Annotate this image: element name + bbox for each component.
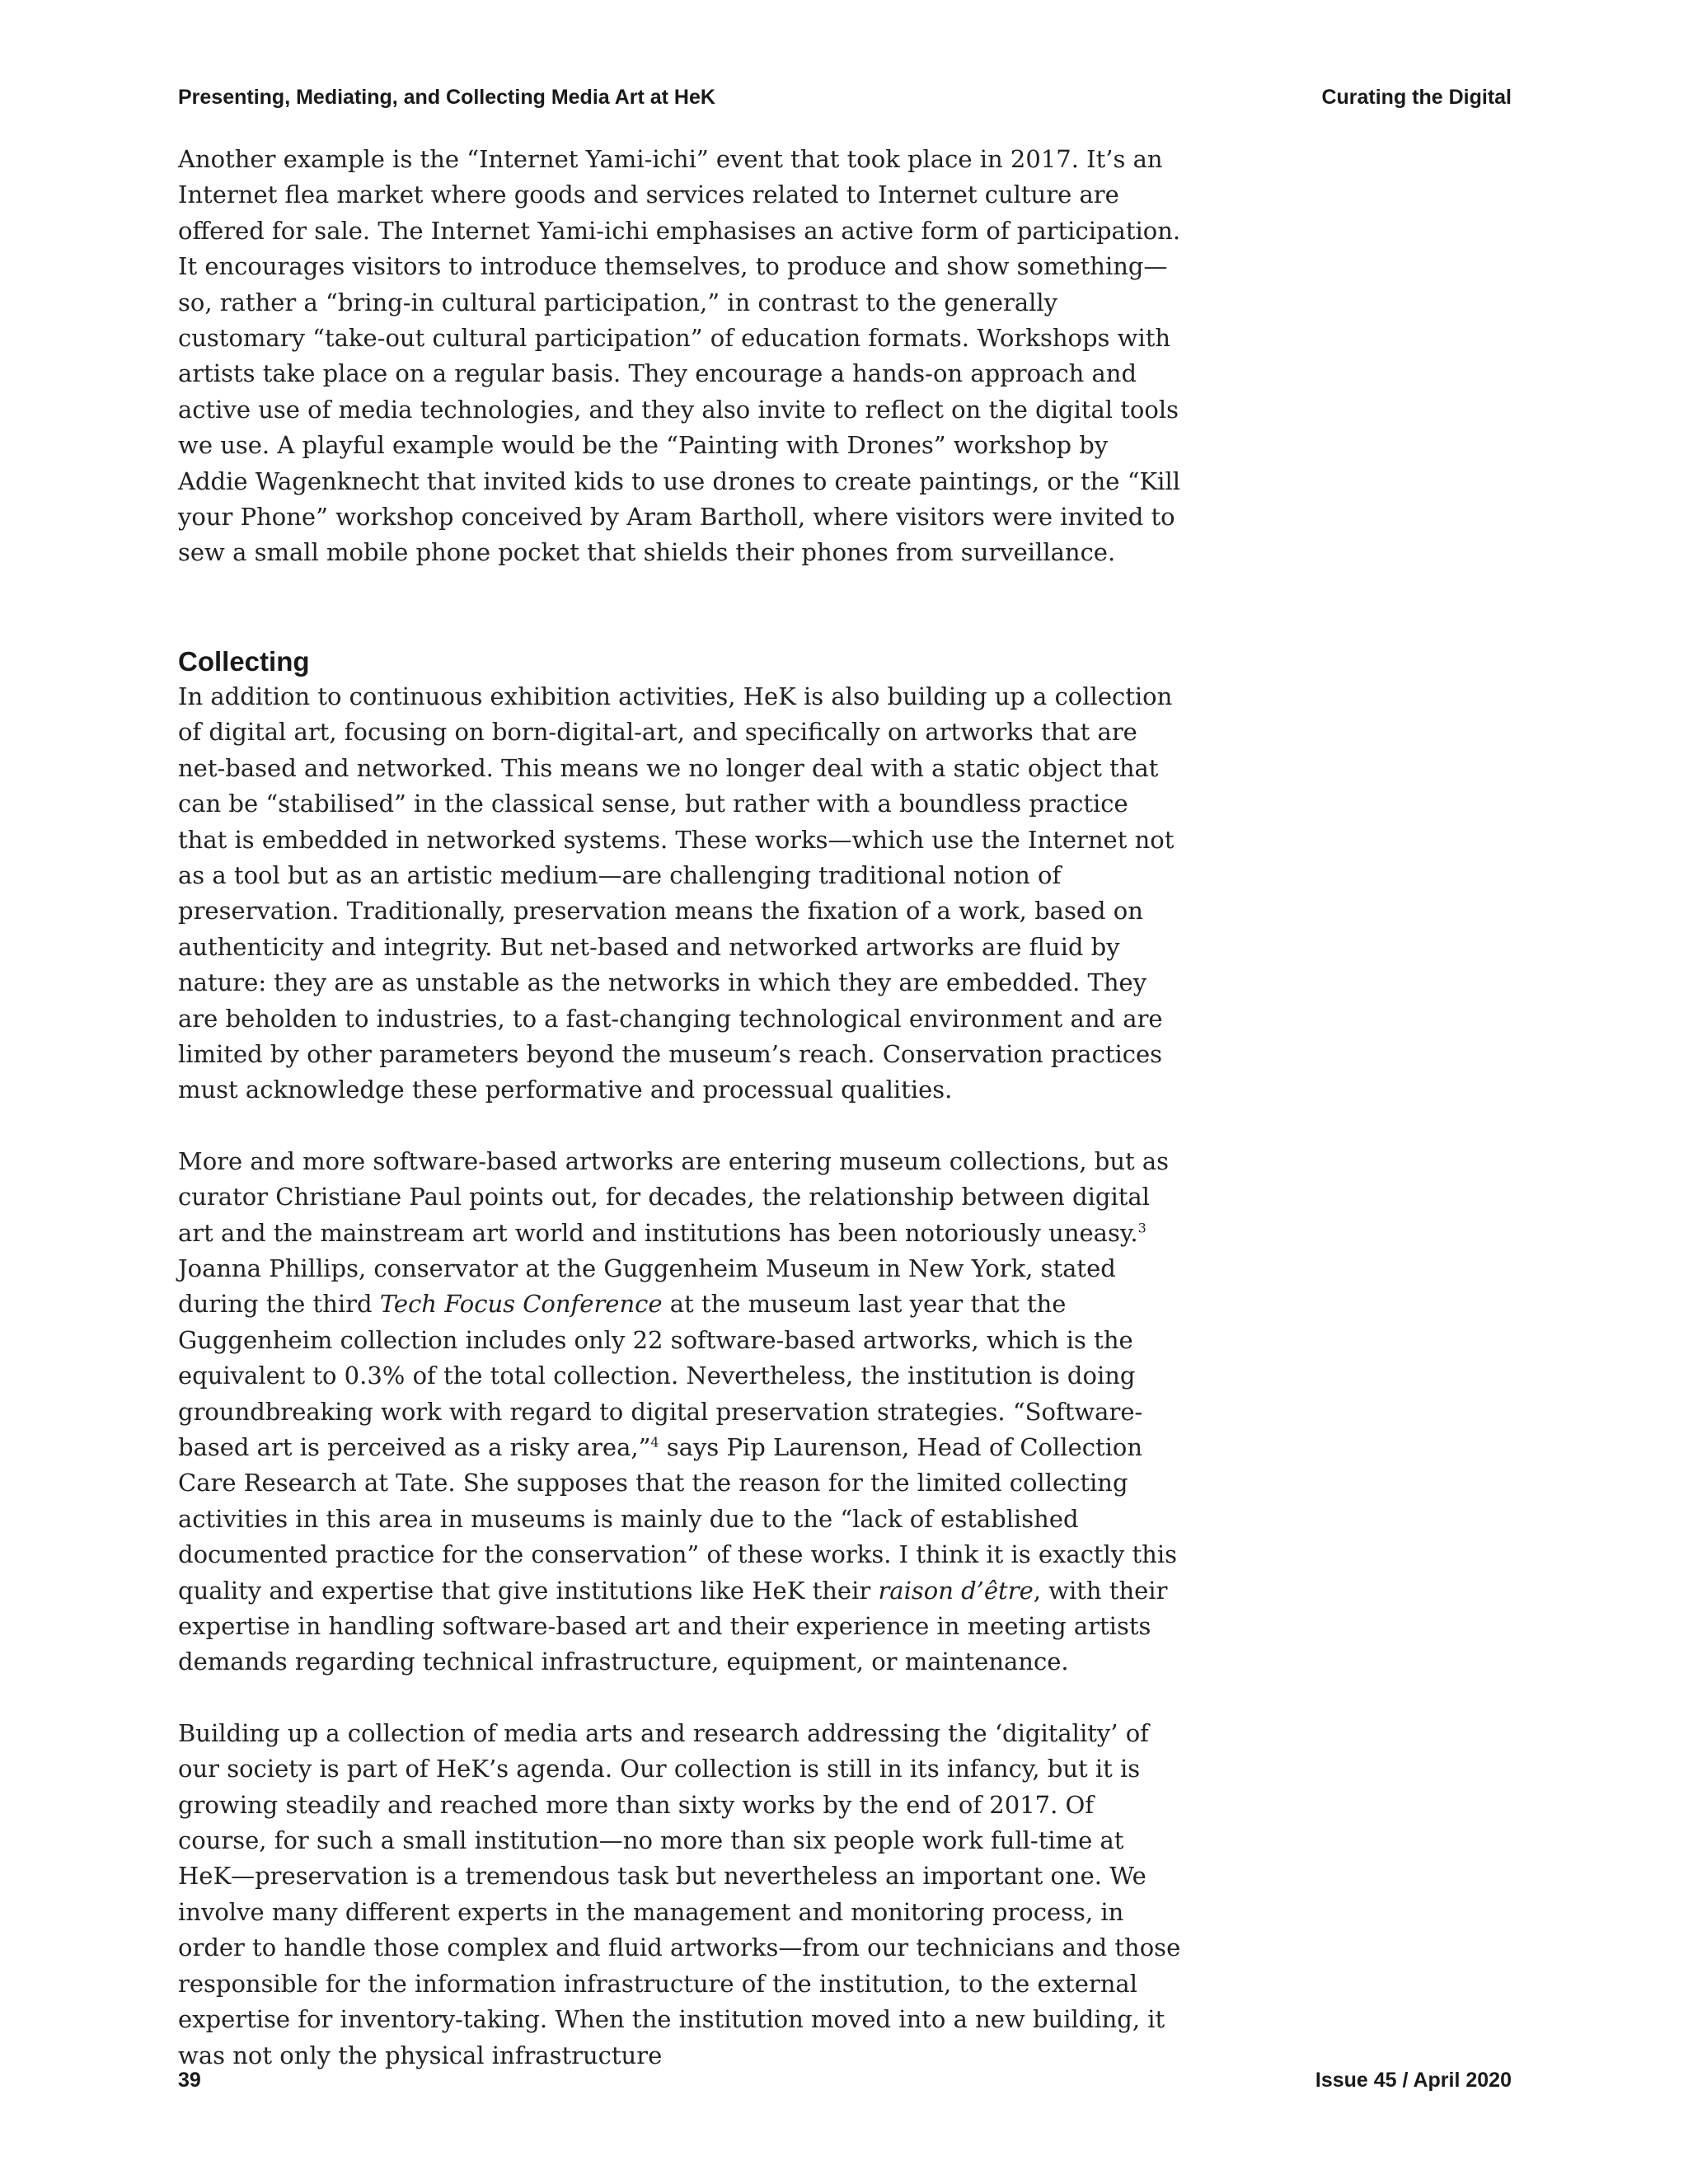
issue-label: Issue 45 / April 2020 [1315,2069,1512,2092]
text-run: Joanna Phillips, conservator at the Guggenheim Museum in New York, stated during the third [178,1254,1116,1319]
paragraph-software-based-art [178,1144,1184,1680]
paragraph-spacer [178,1108,1184,1144]
header-section-title: Curating the Digital [1321,86,1512,109]
italic-phrase: raison d’être [878,1576,1034,1605]
section-heading-collecting: Collecting [178,645,310,677]
header-article-title: Presenting, Mediating, and Collecting Media Art at HeK [178,86,715,109]
text-run: More and more software-based artworks are entering museum collections, but as curator Christiane Paul points out, for decades, the relationship between digital art and the mainstream art world and institutions has been notoriously uneasy. [178,1146,1170,1247]
running-header [178,86,1512,110]
text-run: , with their expertise in handling software-based art and their experience in meeting artists demands regarding technical infrastructure, equipment, or maintenance. [178,1576,1168,1676]
footnote-marker-4: 4 [650,1434,659,1451]
conference-title: Tech Focus Conference [379,1290,663,1319]
paragraph-spacer [178,1680,1184,1716]
page-footer [178,2069,1512,2093]
paragraph-building-collection: Building up a collection of media arts and research addressing the ‘digitality’ of our society is part of HeK’s agenda. Our collection is still in its infancy, but it is growing steadily and reached more than sixty works by the end of 2017. Of course, for such a small institution—no more than six people work full-time at HeK—preservation is a tremendous task but nevertheless an important one. We involve many different experts in the management and monitoring process, in order to handle those complex and fluid artworks—from our technicians and those responsible for the information infrastructure of the institution, to the external expertise for inventory-taking. When the institution moved into a new building, it was not only the physical infrastructure [178,1718,1181,2069]
text-run: says Pip Laurenson, Head of Collection Care Research at Tate. She supposes that the reason for the limited collecting activities in this area in museums is mainly due to the “lack of established documented practice for the conservation” of these works. I think it is exactly this quality and expertise that give institutions like HeK their [178,1433,1177,1605]
paragraph-internet-yami-ichi: Another example is the “Internet Yami-ichi” event that took place in 2017. It’s an Internet flea market where goods and services related to Internet culture are offered for sale. The Internet Yami-ichi emphasises an active form of participation. It encourages visitors to introduce themselves, to produce and show something—so, rather a “bring-in cultural participation,” in contrast to the generally customary “take-out cultural participation” of education formats. Workshops with artists take place on a regular basis. They encourage a hands-on approach and active use of media technologies, and they also invite to reflect on the digital tools we use. A playful example would be the “Painting with Drones” workshop by Addie Wagenknecht that invited kids to use drones to create paintings, or the “Kill your Phone” workshop conceived by Aram Bartholl, where visitors were invited to sew a small mobile phone pocket that shields their phones from surveillance. [178,145,1181,567]
paragraph-collection-intro: In addition to continuous exhibition activities, HeK is also building up a collection of digital art, focusing on born-digital-art, and specifically on artworks that are net-based and networked. This means we no longer deal with a static object that can be “stabilised” in the classical sense, but rather with a boundless practice that is embedded in networked systems. These works—which use the Internet not as a tool but as an artistic medium—are challenging traditional notion of preservation. Traditionally, preservation means the fixation of a work, based on authenticity and integrity. But net-based and networked artworks are fluid by nature: they are as unstable as the networks in which they are embedded. They are beholden to industries, to a fast-changing technological environment and are limited by other parameters beyond the museum’s reach. Conservation practices must acknowledge these performative and processual qualities. [178,682,1175,1104]
footnote-marker-3: 3 [1137,1219,1146,1235]
article-body [178,142,1184,2074]
text-run: at the museum last year that the Guggenheim collection includes only 22 software-based artworks, which is the equivalent to 0.3% of the total collection. Nevertheless, the institution is doing groundbreaking work with regard to digital preservation strategies. “Software-based art is perceived as a risky area,” [178,1290,1143,1461]
section-spacer [178,571,1184,644]
page-number: 39 [178,2069,201,2092]
